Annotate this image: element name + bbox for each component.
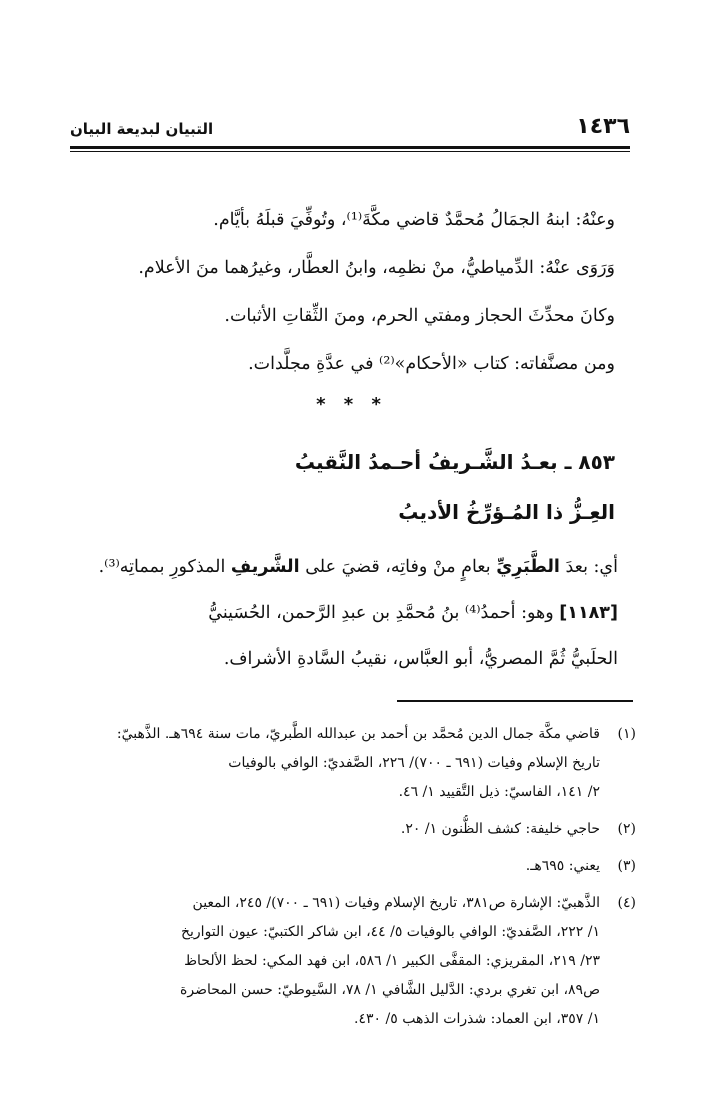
entry-subheading: العِـزُّ ذا المُـؤرِّخُ الأديبُ (398, 500, 615, 524)
footnote-line: يعني: ٦٩٥هـ. (525, 858, 600, 874)
page-number: ١٤٣٦ (576, 114, 630, 139)
footnote-line: ١/ ٢٢٢، الصَّفديّ: الوافي بالوفيات ٥/ ٤٤، ابن شاكر الكتبيّ: عيون التواريخ (180, 924, 600, 940)
footnote-number: (٣) (617, 858, 636, 874)
body-line: وَرَوَى عنْهُ: الدِّمياطيُّ، منْ نظمِه، وابنُ العطَّار، وغيرُهما منَ الأعلام. (138, 258, 615, 278)
footnote (68, 815, 636, 844)
footnote-line: الذَّهبيّ: الإشارة ص٣٨١، تاريخ الإسلام وفيات (٦٩١ ـ ٧٠٠)/ ٢٤٥، المعين (192, 895, 600, 911)
entry-text: أي: بعدَ (565, 557, 618, 577)
book-title: التبيان لبديعة البيان (70, 120, 214, 138)
main-text-block (95, 196, 615, 388)
footnote (68, 852, 636, 881)
entry-bold-name: الطَّبَرِيِّ (496, 557, 560, 577)
body-line: وكانَ محدِّثَ الحجاز ومفتي الحرم، ومنَ الثِّقاتِ الأثبات. (224, 306, 615, 326)
footnote-number: (١) (617, 726, 636, 742)
entry-line: الحلَبيُّ ثُمَّ المصريُّ، أبو العبَّاس، نقيبُ السَّادةِ الأشراف. (223, 649, 618, 669)
footnote-number: (٢) (617, 821, 636, 837)
footnote-line: تاريخ الإسلام وفيات (٦٩١ ـ ٧٠٠)/ ٢٢٦، الصَّفديّ: الوافي بالوفيات (228, 755, 600, 771)
entry-text: بعامٍ منْ وفاتِه، قضيَ على (305, 557, 491, 577)
entry-body (70, 544, 618, 682)
entry-number: [١١٨٣] (559, 603, 618, 623)
footnote-separator (397, 700, 633, 702)
section-separator: * * * (316, 394, 387, 415)
footnote-line: ٢/ ١٤١، الفاسيّ: ذيل التَّقييد ١/ ٤٦. (398, 784, 600, 800)
footnote-line: ١/ ٣٥٧، ابن العماد: شذرات الذهب ٥/ ٤٣٠. (354, 1011, 600, 1027)
footnote (68, 720, 636, 807)
footnote (68, 889, 636, 1034)
footnotes-block (68, 720, 636, 1042)
entry-text: المذكورِ بمماتِه⁽³⁾. (98, 557, 226, 577)
entry-bold-name: الشَّريفِ (230, 557, 300, 577)
footnote-line: ٢٣/ ٢١٩، المقريزي: المقفَّى الكبير ١/ ٥٨٦، ابن فهد المكي: لحظ الألحاظ (184, 953, 600, 969)
footnote-line: قاضي مكَّة جمال الدين مُحمَّد بن أحمد بن عبدالله الطَّبريّ، مات سنة ٦٩٤هـ. الذَّهبيّ: (116, 726, 600, 742)
entry-text: وهو: أحمدُ⁽⁴⁾ بنُ مُحمَّدِ بن عبدِ الرَّحمن، الحُسَينيُّ (208, 603, 554, 623)
entry-line (70, 590, 618, 636)
entry-heading: ٨٥٣ ـ بعـدُ الشَّـريفُ أحـمدُ النَّقيبُ (294, 450, 615, 474)
body-line: وعنْهُ: ابنهُ الجمَالُ مُحمَّدٌ قاضي مكَّةَ⁽¹⁾، وتُوفِّيَ قبلَهُ بأيَّام. (213, 210, 615, 230)
footnote-line: حاجي خليفة: كشف الظُّنون ١/ ٢٠. (400, 821, 600, 837)
body-line: ومن مصنَّفاته: كتاب «الأحكام»⁽²⁾ في عدَّةِ مجلَّدات. (248, 354, 615, 374)
footnote-number: (٤) (617, 895, 636, 911)
header-thin-rule (70, 151, 630, 152)
header-thick-rule (70, 146, 630, 149)
footnote-line: ص٨٩، ابن تغري بردي: الدَّليل الشَّافي ١/ ٧٨، السَّيوطيّ: حسن المحاضرة (180, 982, 600, 998)
entry-line (70, 544, 618, 590)
